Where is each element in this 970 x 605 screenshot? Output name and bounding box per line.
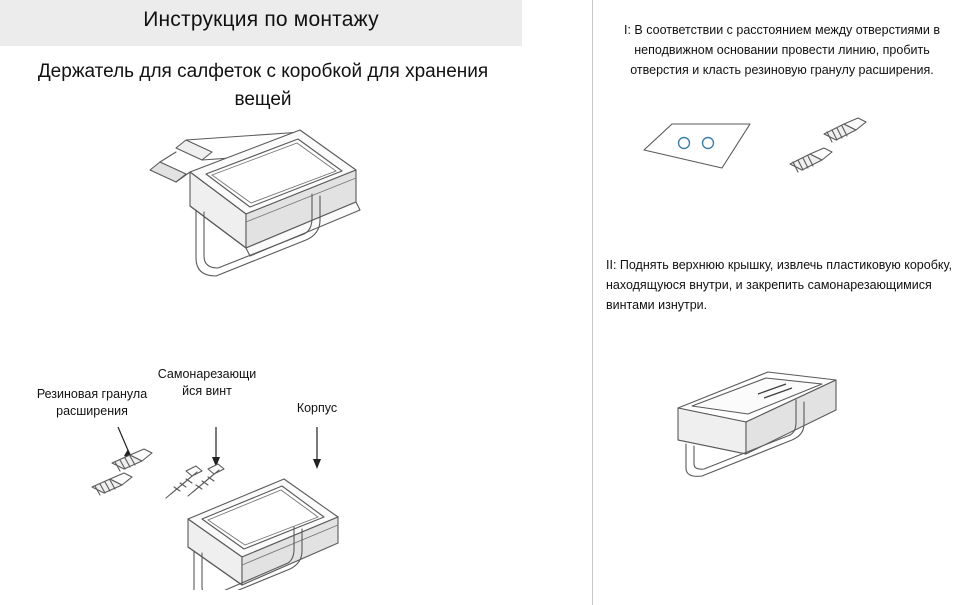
column-divider [592,0,593,605]
assembled-holder-figure [120,110,380,295]
exploded-parts-figure [70,425,390,590]
label-self-tapping-screw: Самонарезающи йся винт [157,367,257,398]
label-rubber-granule: Резиновая гранула расширения [36,387,148,418]
inner-box-figure [660,350,860,480]
rubber-granule-1 [112,449,152,471]
holder-body [188,479,338,590]
step-2-text: II: Поднять верхнюю крышку, извлечь пластиковую коробку, находящуюся внутри, и закрепить самонарезающимися винтами изнутри. [606,258,952,312]
anchor-lower [790,148,832,172]
rubber-granule-2 [92,473,132,495]
callout-arrows [118,427,321,469]
label-body: Корпус [296,401,338,415]
product-title: Держатель для салфеток с коробкой для хранения вещей [37,61,489,110]
expansion-anchors-figure [780,112,890,192]
mounting-plate-figure [640,112,755,182]
step-1-text: I: В соответствии с расстоянием между отверстиями в неподвижном основании провести линию, пробить отверстия и класть резиновую гранулу расширения. [624,23,940,77]
self-tapping-screw-1 [166,466,202,498]
anchor-upper [824,118,866,142]
page-title: Инструкция по монтажу [143,8,379,31]
